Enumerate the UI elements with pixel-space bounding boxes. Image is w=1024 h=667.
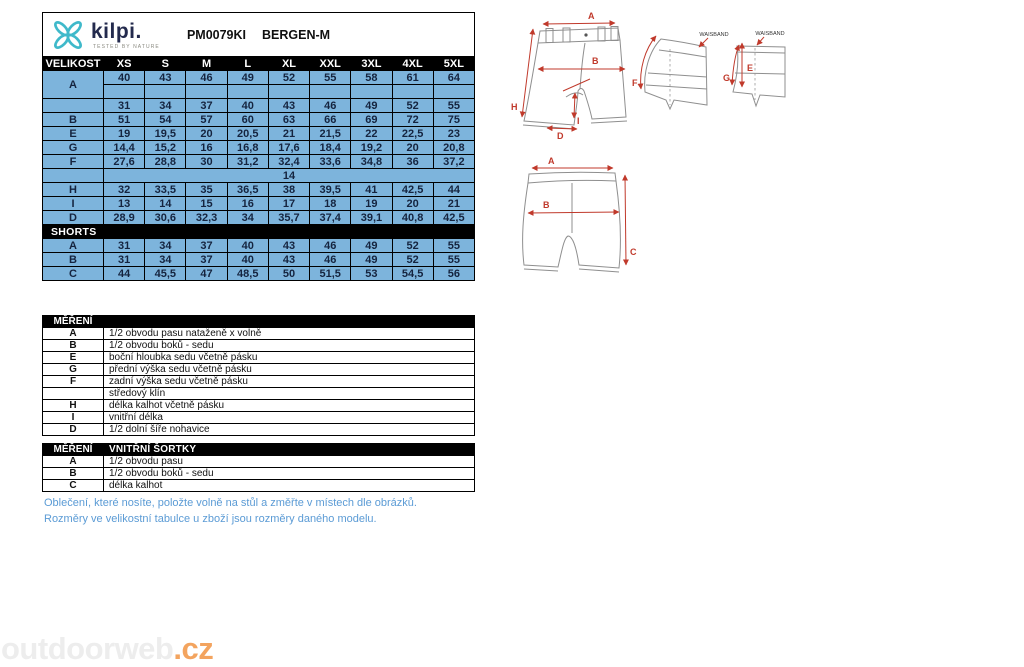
size-value: 20 <box>186 127 227 141</box>
measure-label-b: B <box>592 56 599 66</box>
size-column-header: 3XL <box>351 57 392 71</box>
size-value: 27,6 <box>104 155 145 169</box>
size-value: 20 <box>392 141 433 155</box>
measure-label-g: G <box>723 73 731 83</box>
size-value: 18,4 <box>310 141 351 155</box>
size-row <box>43 197 475 211</box>
measure-label-d: D <box>557 131 564 141</box>
size-value: 36,5 <box>227 183 268 197</box>
size-value: 34 <box>145 239 186 253</box>
size-value <box>351 85 392 99</box>
size-row <box>43 211 475 225</box>
size-row <box>43 169 475 183</box>
size-value: 14,4 <box>104 141 145 155</box>
section-label: SHORTS <box>43 225 475 239</box>
size-value: 61 <box>392 71 433 85</box>
size-row <box>43 71 475 85</box>
size-value: 54 <box>145 113 186 127</box>
note-line: Oblečení, které nosíte, položte volně na stůl a změřte v místech dle obrázků. <box>44 497 417 509</box>
size-value <box>145 85 186 99</box>
size-value: 46 <box>310 239 351 253</box>
size-value <box>310 85 351 99</box>
legend-header-desc: VNITŘNÍ ŠORTKY <box>104 444 475 456</box>
row-label <box>43 169 104 183</box>
size-value: 19,5 <box>145 127 186 141</box>
size-value: 69 <box>351 113 392 127</box>
merged-size-value: 14 <box>104 169 475 183</box>
size-row <box>43 113 475 127</box>
legend-row-label <box>43 388 104 400</box>
size-value: 31 <box>104 99 145 113</box>
size-value: 16 <box>186 141 227 155</box>
size-value: 14 <box>145 197 186 211</box>
size-value: 34 <box>145 99 186 113</box>
size-row <box>43 253 475 267</box>
legend-row-desc: 1/2 obvodu pasu <box>104 456 475 468</box>
size-value: 55 <box>433 253 474 267</box>
size-value: 19 <box>104 127 145 141</box>
size-row <box>43 85 475 99</box>
legend-row-label: G <box>43 364 104 376</box>
size-value: 40,8 <box>392 211 433 225</box>
size-column-header: XL <box>268 57 309 71</box>
size-value: 22 <box>351 127 392 141</box>
size-value: 15,2 <box>145 141 186 155</box>
row-label: A <box>43 239 104 253</box>
size-column-header: L <box>227 57 268 71</box>
size-value: 49 <box>351 253 392 267</box>
size-value: 19,2 <box>351 141 392 155</box>
size-value: 31 <box>104 253 145 267</box>
legend-header-label: MĚŘENÍ <box>43 444 104 456</box>
size-value: 28,9 <box>104 211 145 225</box>
size-value: 53 <box>351 267 392 281</box>
size-column-header: VELIKOST <box>43 57 104 71</box>
legend-row-label: I <box>43 412 104 424</box>
size-value: 51 <box>104 113 145 127</box>
size-value: 42,5 <box>433 211 474 225</box>
size-value: 16 <box>227 197 268 211</box>
size-value: 21 <box>433 197 474 211</box>
measure-label-b: B <box>543 200 550 210</box>
watermark-suffix: .cz <box>173 631 214 666</box>
legend-row-desc: 1/2 dolní šíře nohavice <box>104 424 475 436</box>
legend-row-label: D <box>43 424 104 436</box>
measure-label-f: F <box>632 78 638 88</box>
size-value: 49 <box>351 239 392 253</box>
size-value: 46 <box>310 99 351 113</box>
size-value: 17,6 <box>268 141 309 155</box>
size-value: 37 <box>186 253 227 267</box>
legend-row <box>43 468 475 480</box>
size-table <box>42 56 475 281</box>
legend-row <box>43 388 475 400</box>
size-value <box>268 85 309 99</box>
measure-label-i: I <box>577 116 580 126</box>
size-value: 41 <box>351 183 392 197</box>
size-value: 52 <box>268 71 309 85</box>
size-value: 15 <box>186 197 227 211</box>
shorts-front-diagram <box>511 11 627 141</box>
size-value <box>433 85 474 99</box>
size-value: 21 <box>268 127 309 141</box>
size-value <box>186 85 227 99</box>
size-value: 55 <box>433 239 474 253</box>
legend-table-main <box>42 315 475 436</box>
size-value: 16,8 <box>227 141 268 155</box>
size-row <box>43 267 475 281</box>
measure-label-h: H <box>511 102 518 112</box>
size-value: 30,6 <box>145 211 186 225</box>
legend-header-row <box>43 316 475 328</box>
size-value: 51,5 <box>310 267 351 281</box>
size-row <box>43 239 475 253</box>
size-column-header: 4XL <box>392 57 433 71</box>
size-value: 75 <box>433 113 474 127</box>
size-value: 32 <box>104 183 145 197</box>
size-column-header: S <box>145 57 186 71</box>
size-value: 19 <box>351 197 392 211</box>
size-value: 20,5 <box>227 127 268 141</box>
size-value: 39,5 <box>310 183 351 197</box>
brand-name: kilpi. <box>91 19 142 43</box>
size-value: 50 <box>268 267 309 281</box>
size-value: 40 <box>104 71 145 85</box>
size-value: 37,4 <box>310 211 351 225</box>
size-value: 34,8 <box>351 155 392 169</box>
size-row <box>43 183 475 197</box>
size-value <box>227 85 268 99</box>
legend-row <box>43 412 475 424</box>
size-value: 18 <box>310 197 351 211</box>
row-label: H <box>43 183 104 197</box>
legend-row <box>43 340 475 352</box>
product-title <box>43 13 474 56</box>
size-value: 52 <box>392 253 433 267</box>
row-label: G <box>43 141 104 155</box>
size-value: 33,5 <box>145 183 186 197</box>
legend-row <box>43 376 475 388</box>
size-value: 45,5 <box>145 267 186 281</box>
legend-row-desc: délka kalhot <box>104 480 475 492</box>
row-label: B <box>43 113 104 127</box>
size-value: 58 <box>351 71 392 85</box>
size-value: 31,2 <box>227 155 268 169</box>
legend-header-label: MĚŘENÍ <box>43 316 104 328</box>
size-value: 36 <box>392 155 433 169</box>
size-column-header: M <box>186 57 227 71</box>
size-value: 34 <box>145 253 186 267</box>
product-code: PM0079KI <box>186 27 246 42</box>
size-value: 32,3 <box>186 211 227 225</box>
size-value: 52 <box>392 239 433 253</box>
legend-row-label: B <box>43 340 104 352</box>
note-line: Rozměry ve velikostní tabulce u zboží jsou rozměry daného modelu. <box>44 512 377 525</box>
product-name: BERGEN-M <box>262 27 331 42</box>
legend-row-desc: délka kalhot včetně pásku <box>104 400 475 412</box>
size-value: 39,1 <box>351 211 392 225</box>
size-column-header: 5XL <box>433 57 474 71</box>
waistband-label: WAISBAND <box>699 32 729 38</box>
section-row <box>43 225 475 239</box>
legend-row <box>43 328 475 340</box>
legend-row <box>43 480 475 492</box>
size-value: 48,5 <box>227 267 268 281</box>
size-row <box>43 99 475 113</box>
size-value: 20,8 <box>433 141 474 155</box>
legend-header-row <box>43 444 475 456</box>
legend-row <box>43 456 475 468</box>
size-value: 66 <box>310 113 351 127</box>
size-value: 40 <box>227 253 268 267</box>
legend-row-label: A <box>43 328 104 340</box>
legend-row-label: E <box>43 352 104 364</box>
back-rise-pattern-diagram <box>632 32 729 109</box>
size-value: 35 <box>186 183 227 197</box>
size-value: 38 <box>268 183 309 197</box>
row-label: B <box>43 253 104 267</box>
size-value: 34 <box>227 211 268 225</box>
measure-label-a: A <box>548 156 555 166</box>
brand-tagline: TESTED BY NATURE <box>93 43 160 50</box>
legend-row <box>43 352 475 364</box>
size-value: 20 <box>392 197 433 211</box>
legend-row-desc: přední výška sedu včetně pásku <box>104 364 475 376</box>
size-value: 37 <box>186 99 227 113</box>
row-label: E <box>43 127 104 141</box>
size-value: 49 <box>227 71 268 85</box>
measure-label-c: C <box>630 247 637 257</box>
legend-row-label: C <box>43 480 104 492</box>
size-value: 60 <box>227 113 268 127</box>
measurement-notes <box>44 496 417 527</box>
size-value: 72 <box>392 113 433 127</box>
size-value: 30 <box>186 155 227 169</box>
waistband-label: WAISBAND <box>755 31 785 37</box>
title-bar <box>42 12 475 57</box>
legend-row-desc: boční hloubka sedu včetně pásku <box>104 352 475 364</box>
size-value: 28,8 <box>145 155 186 169</box>
size-value <box>392 85 433 99</box>
size-value: 44 <box>433 183 474 197</box>
watermark-text: outdoorweb <box>1 631 174 666</box>
measurement-diagrams <box>508 5 864 295</box>
size-value: 44 <box>104 267 145 281</box>
size-value: 55 <box>433 99 474 113</box>
row-label: A <box>43 71 104 99</box>
legend-row-desc: 1/2 obvodu pasu nataženě x volně <box>104 328 475 340</box>
size-value: 40 <box>227 239 268 253</box>
legend-row <box>43 400 475 412</box>
size-header-row <box>43 57 475 71</box>
size-column-header: XS <box>104 57 145 71</box>
size-value: 46 <box>186 71 227 85</box>
size-value: 54,5 <box>392 267 433 281</box>
size-value: 37 <box>186 239 227 253</box>
size-value: 57 <box>186 113 227 127</box>
legend-row-label: B <box>43 468 104 480</box>
size-value: 56 <box>433 267 474 281</box>
legend-row-desc: 1/2 obvodu boků - sedu <box>104 340 475 352</box>
size-row <box>43 141 475 155</box>
size-row <box>43 155 475 169</box>
legend-row <box>43 364 475 376</box>
size-value: 37,2 <box>433 155 474 169</box>
size-value: 63 <box>268 113 309 127</box>
size-value: 40 <box>227 99 268 113</box>
size-value: 35,7 <box>268 211 309 225</box>
size-value: 42,5 <box>392 183 433 197</box>
row-label: C <box>43 267 104 281</box>
size-column-header: XXL <box>310 57 351 71</box>
size-value: 64 <box>433 71 474 85</box>
size-value: 23 <box>433 127 474 141</box>
legend-row-label: H <box>43 400 104 412</box>
size-value: 43 <box>268 253 309 267</box>
size-value: 43 <box>268 99 309 113</box>
size-value: 21,5 <box>310 127 351 141</box>
size-value: 55 <box>310 71 351 85</box>
legend-row <box>43 424 475 436</box>
size-value: 43 <box>268 239 309 253</box>
measure-label-a: A <box>588 11 595 21</box>
row-label: D <box>43 211 104 225</box>
legend-header-desc <box>104 316 475 328</box>
outdoorweb-watermark <box>1 631 213 667</box>
legend-row-desc: zadní výška sedu včetně pásku <box>104 376 475 388</box>
inner-shorts-diagram <box>523 156 637 272</box>
legend-row-desc: středový klín <box>104 388 475 400</box>
measure-label-e: E <box>747 63 754 73</box>
size-value: 22,5 <box>392 127 433 141</box>
row-label: F <box>43 155 104 169</box>
size-value: 47 <box>186 267 227 281</box>
size-value: 52 <box>392 99 433 113</box>
size-value: 49 <box>351 99 392 113</box>
size-value <box>104 85 145 99</box>
legend-row-label: A <box>43 456 104 468</box>
row-label <box>43 99 104 113</box>
size-value: 32,4 <box>268 155 309 169</box>
front-rise-pattern-diagram <box>723 31 785 106</box>
legend-row-desc: vnitřní délka <box>104 412 475 424</box>
size-value: 43 <box>145 71 186 85</box>
size-value: 33,6 <box>310 155 351 169</box>
legend-row-label: F <box>43 376 104 388</box>
legend-table-shorts <box>42 443 475 492</box>
row-label: I <box>43 197 104 211</box>
legend-row-desc: 1/2 obvodu boků - sedu <box>104 468 475 480</box>
size-row <box>43 127 475 141</box>
size-value: 17 <box>268 197 309 211</box>
size-value: 13 <box>104 197 145 211</box>
size-value: 31 <box>104 239 145 253</box>
size-value: 46 <box>310 253 351 267</box>
